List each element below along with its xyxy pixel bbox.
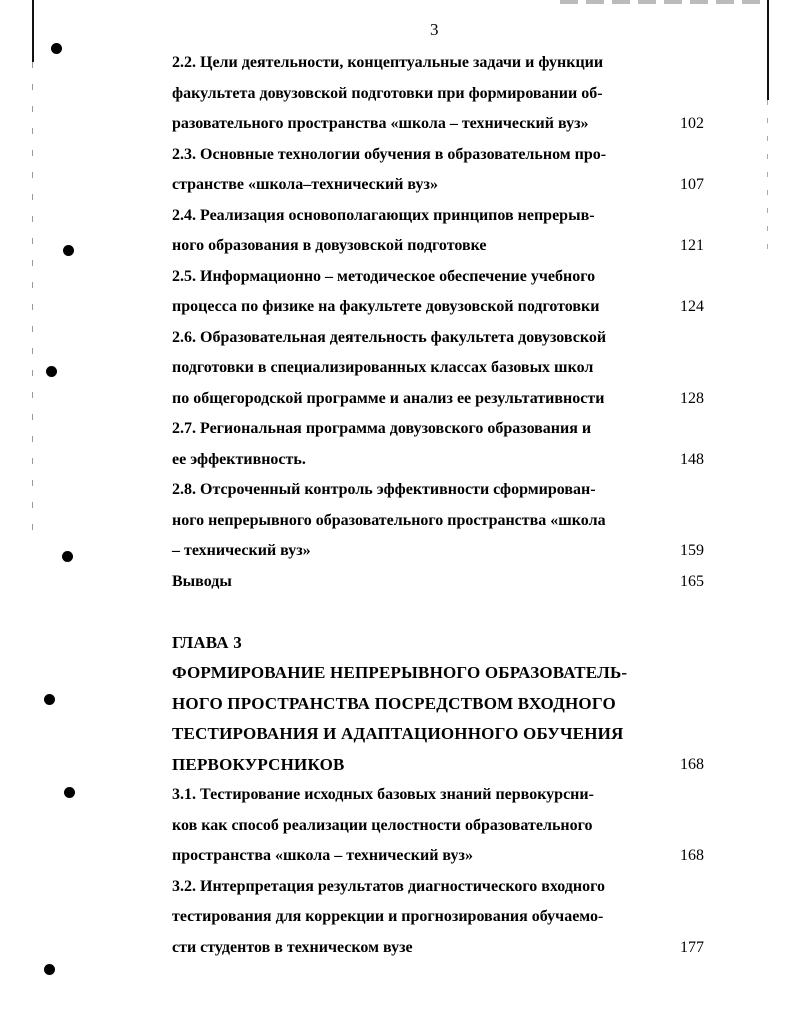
toc-line xyxy=(172,262,712,293)
chapter-title-line xyxy=(172,689,712,720)
chapter-label-text: ГЛАВА 3 xyxy=(172,632,242,652)
toc-entry-text: 3.2. Интерпретация результатов диагностического входного xyxy=(172,877,605,895)
toc-entry-text: сти студентов в техническом вузе xyxy=(172,938,413,956)
chapter-title-line xyxy=(172,719,712,750)
toc-line xyxy=(172,79,712,110)
spacer xyxy=(172,597,712,628)
toc-line xyxy=(172,323,712,354)
toc-entry-text: 3.1. Тестирование исходных базовых знаний первокурсни- xyxy=(172,786,594,803)
chapter-title-line xyxy=(172,750,712,781)
scan-edge-right xyxy=(767,0,769,100)
toc-line xyxy=(172,811,712,842)
toc-entry-text: пространства «школа – технический вуз» xyxy=(172,847,473,864)
page-number: 3 xyxy=(430,20,439,39)
toc-page-number: 124 xyxy=(680,298,704,315)
toc-entry-text: – технический вуз» xyxy=(172,542,311,559)
toc-line xyxy=(172,902,712,933)
punch-hole xyxy=(63,245,74,256)
punch-hole xyxy=(62,551,73,562)
toc-entry-text: факультета довузовской подготовки при формировании об- xyxy=(172,84,603,102)
toc-entry-text: подготовки в специализированных классах базовых школ xyxy=(172,359,594,376)
toc-entry-text: 2.8. Отсроченный контроль эффективности сформирован- xyxy=(172,481,596,498)
toc-entry-text: 2.4. Реализация основополагающих принципов непрерыв- xyxy=(172,206,595,224)
toc-line xyxy=(172,109,712,140)
punch-hole xyxy=(46,366,57,377)
punch-hole xyxy=(64,787,75,798)
toc-line xyxy=(172,445,712,476)
toc-line xyxy=(172,841,712,872)
toc-entry-text: 2.7. Региональная программа довузовского образования и xyxy=(172,420,592,437)
toc-line xyxy=(172,140,712,171)
toc-entry-text: разовательного пространства «школа – технический вуз» xyxy=(172,115,589,132)
chapter-title-text: ТЕСТИРОВАНИЯ И АДАПТАЦИОННОГО ОБУЧЕНИЯ xyxy=(172,724,624,743)
toc-line xyxy=(172,414,712,445)
scan-artifact xyxy=(560,0,760,4)
toc-line xyxy=(172,292,712,323)
toc-entry-text: тестирования для коррекции и прогнозирования обучаемо- xyxy=(172,908,604,925)
chapter-title-text: ФОРМИРОВАНИЕ НЕПРЕРЫВНОГО ОБРАЗОВАТЕЛЬ- xyxy=(172,663,628,682)
toc-page-number: 107 xyxy=(680,176,704,193)
toc-line xyxy=(172,536,712,567)
toc-line xyxy=(172,567,712,598)
scan-edge-right-dashed xyxy=(767,100,768,260)
toc-line xyxy=(172,780,712,811)
toc-line xyxy=(172,201,712,232)
table-of-contents xyxy=(172,48,712,963)
toc-line xyxy=(172,48,712,79)
toc-page-number: 168 xyxy=(680,755,704,773)
toc-entry-text: ков как способ реализации целостности образовательного xyxy=(172,816,593,834)
toc-page-number: 159 xyxy=(680,542,704,559)
toc-page-number: 121 xyxy=(680,237,704,254)
toc-page-number: 168 xyxy=(680,847,704,864)
toc-line xyxy=(172,353,712,384)
toc-line xyxy=(172,231,712,262)
chapter-label xyxy=(172,628,712,659)
toc-entry-text: странстве «школа–технический вуз» xyxy=(172,176,438,193)
toc-line xyxy=(172,933,712,964)
toc-entry-text: 2.2. Цели деятельности, концептуальные задачи и функции xyxy=(172,54,604,71)
toc-page-number: 177 xyxy=(680,938,704,956)
toc-entry-text: 2.3. Основные технологии обучения в образовательном про- xyxy=(172,145,607,163)
punch-hole xyxy=(44,964,55,975)
chapter-title-text: НОГО ПРОСТРАНСТВА ПОСРЕДСТВОМ ВХОДНОГО xyxy=(172,693,616,713)
toc-line xyxy=(172,170,712,201)
toc-line xyxy=(172,506,712,537)
chapter-title-line xyxy=(172,658,712,689)
chapter-title-text: ПЕРВОКУРСНИКОВ xyxy=(172,754,345,774)
toc-entry-text: ного образования в довузовской подготовке xyxy=(172,237,487,254)
toc-entry-text: процесса по физике на факультете довузовской подготовки xyxy=(172,298,600,315)
punch-hole xyxy=(51,43,62,54)
toc-page-number: 148 xyxy=(680,450,704,468)
toc-entry-text: 2.5. Информационно – методическое обеспечение учебного xyxy=(172,267,596,285)
punch-hole xyxy=(44,694,55,705)
toc-page-number: 102 xyxy=(680,115,704,132)
toc-page-number: 128 xyxy=(680,389,704,407)
toc-line xyxy=(172,872,712,903)
scan-edge-left xyxy=(32,0,34,62)
toc-entry-text: по общегородской программе и анализ ее результативности xyxy=(172,389,605,407)
scan-edge-left-dashed xyxy=(32,62,33,542)
toc-line xyxy=(172,475,712,506)
toc-entry-text: 2.6. Образовательная деятельность факультета довузовской xyxy=(172,328,607,346)
toc-entry-text: Выводы xyxy=(172,572,232,590)
toc-line xyxy=(172,384,712,415)
toc-entry-text: ного непрерывного образовательного пространства «школа xyxy=(172,511,606,529)
toc-entry-text: ее эффективность. xyxy=(172,450,306,468)
toc-page-number: 165 xyxy=(680,572,704,590)
